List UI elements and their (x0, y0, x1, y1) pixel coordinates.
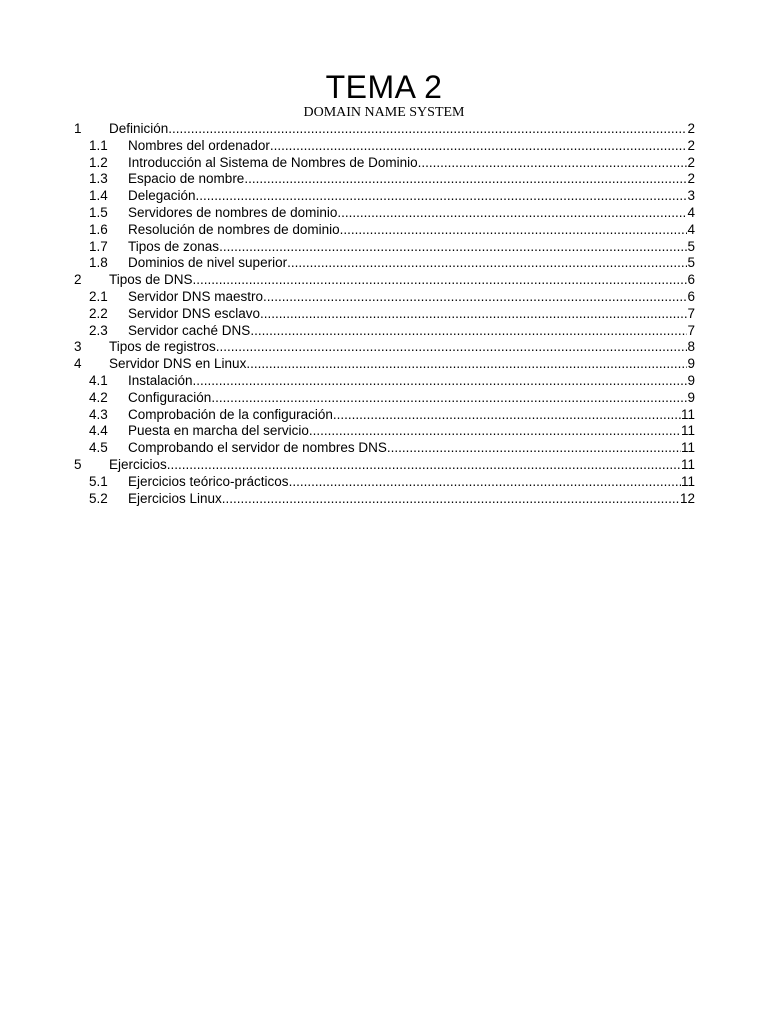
toc-entry-page: 4 (687, 221, 695, 237)
toc-entry-title[interactable]: Comprobando el servidor de nombres DNS (128, 440, 387, 456)
toc-dot-leader (270, 138, 688, 155)
toc-entry-title[interactable]: Resolución de nombres de dominio (128, 221, 340, 237)
toc-entry-title[interactable]: Servidor DNS esclavo (128, 305, 261, 321)
toc-entry-page: 4 (687, 204, 695, 220)
toc-entry[interactable] (74, 205, 695, 222)
toc-entry[interactable] (74, 407, 695, 424)
toc-entry[interactable] (74, 171, 695, 188)
toc-dot-leader (260, 306, 687, 323)
toc-dot-leader (387, 440, 681, 457)
toc-entry[interactable] (74, 306, 695, 323)
toc-entry-number: 5.2 (89, 490, 108, 506)
toc-dot-leader (222, 491, 680, 508)
table-of-contents (74, 121, 695, 507)
toc-entry-title[interactable]: Ejercicios Linux (128, 490, 222, 506)
toc-entry[interactable] (74, 339, 695, 356)
document-subtitle: DOMAIN NAME SYSTEM (303, 105, 465, 120)
toc-entry[interactable] (74, 491, 695, 508)
toc-dot-leader (337, 205, 687, 222)
toc-entry-page: 6 (687, 288, 695, 304)
toc-entry-title[interactable]: Ejercicios teórico-prácticos (128, 473, 289, 489)
toc-entry-page: 2 (687, 154, 695, 170)
toc-dot-leader (340, 222, 688, 239)
toc-dot-leader (193, 373, 688, 390)
toc-entry-number: 5 (74, 456, 82, 472)
toc-dot-leader (167, 457, 681, 474)
toc-entry-title[interactable]: Puesta en marcha del servicio (128, 423, 309, 439)
toc-entry-title[interactable]: Servidores de nombres de dominio (128, 204, 338, 220)
toc-entry[interactable] (74, 138, 695, 155)
toc-entry-page: 2 (687, 171, 695, 187)
toc-entry-number: 1.3 (89, 171, 108, 187)
toc-entry-title[interactable]: Espacio de nombre (128, 171, 245, 187)
toc-entry-number: 1.7 (89, 238, 108, 254)
toc-entry[interactable] (74, 121, 695, 138)
toc-entry[interactable] (74, 323, 695, 340)
toc-entry[interactable] (74, 155, 695, 172)
toc-entry-number: 5.1 (89, 473, 108, 489)
toc-entry-number: 1.1 (89, 137, 108, 153)
toc-entry-title[interactable]: Introducción al Sistema de Nombres de Dominio (128, 154, 418, 170)
toc-entry-number: 4 (74, 356, 82, 372)
toc-dot-leader (219, 239, 687, 256)
toc-entry[interactable] (74, 255, 695, 272)
toc-entry-page: 11 (680, 456, 695, 472)
toc-entry-page: 5 (687, 238, 695, 254)
toc-entry[interactable] (74, 457, 695, 474)
toc-entry-title[interactable]: Tipos de registros (109, 339, 216, 355)
toc-entry-title[interactable]: Configuración (128, 389, 212, 405)
toc-entry-page: 3 (687, 188, 695, 204)
toc-entry-title[interactable]: Tipos de zonas (128, 238, 220, 254)
toc-entry-page: 9 (687, 389, 695, 405)
toc-entry-page: 2 (687, 137, 695, 153)
toc-entry-title[interactable]: Dominios de nivel superior (128, 255, 288, 271)
toc-dot-leader (287, 255, 687, 272)
toc-entry-title[interactable]: Comprobación de la configuración (128, 406, 333, 422)
toc-entry-page: 11 (680, 440, 695, 456)
toc-entry[interactable] (74, 272, 695, 289)
toc-entry-number: 1.6 (89, 221, 108, 237)
toc-dot-leader (168, 121, 687, 138)
toc-entry-page: 2 (687, 121, 695, 136)
toc-entry-number: 4.1 (89, 372, 108, 388)
toc-entry-number: 4.4 (89, 423, 108, 439)
toc-entry-title[interactable]: Definición (109, 121, 169, 136)
toc-entry-page: 9 (687, 356, 695, 372)
toc-entry[interactable] (74, 188, 695, 205)
toc-dot-leader (289, 474, 681, 491)
toc-entry-number: 4.5 (89, 440, 108, 456)
toc-entry[interactable] (74, 440, 695, 457)
toc-entry-title[interactable]: Servidor caché DNS (128, 322, 251, 338)
toc-dot-leader (250, 323, 687, 340)
toc-dot-leader (196, 188, 688, 205)
document-title: TEMA 2 (325, 69, 443, 105)
toc-entry-number: 1.2 (89, 154, 108, 170)
toc-entry[interactable] (74, 289, 695, 306)
toc-dot-leader (309, 423, 681, 440)
toc-entry-title[interactable]: Tipos de DNS (109, 272, 193, 288)
toc-dot-leader (216, 339, 688, 356)
toc-dot-leader (244, 171, 687, 188)
toc-dot-leader (333, 407, 681, 424)
toc-entry[interactable] (74, 222, 695, 239)
toc-dot-leader (263, 289, 687, 306)
toc-entry-page: 12 (679, 490, 695, 506)
toc-entry-title[interactable]: Delegación (128, 188, 196, 204)
toc-entry-number: 2.2 (89, 305, 108, 321)
toc-entry-number: 2.1 (89, 288, 108, 304)
toc-entry[interactable] (74, 423, 695, 440)
toc-entry-number: 2 (74, 272, 82, 288)
toc-entry-number: 1 (74, 121, 82, 136)
toc-entry-page: 8 (687, 339, 695, 355)
toc-entry[interactable] (74, 239, 695, 256)
toc-entry-number: 1.8 (89, 255, 108, 271)
toc-entry-number: 2.3 (89, 322, 108, 338)
toc-entry[interactable] (74, 356, 695, 373)
toc-entry-number: 4.3 (89, 406, 108, 422)
toc-entry-page: 5 (687, 255, 695, 271)
toc-dot-leader (246, 356, 687, 373)
toc-entry-title[interactable]: Servidor DNS en Linux (109, 356, 247, 372)
toc-entry-title[interactable]: Nombres del ordenador (128, 137, 270, 153)
toc-entry-number: 4.2 (89, 389, 108, 405)
toc-entry[interactable] (74, 373, 695, 390)
toc-entry-page: 6 (687, 272, 695, 288)
toc-entry-page: 9 (687, 372, 695, 388)
toc-entry-page: 7 (687, 322, 695, 338)
toc-entry-number: 3 (74, 339, 82, 355)
toc-dot-leader (211, 390, 687, 407)
toc-entry-page: 11 (680, 423, 695, 439)
toc-entry[interactable] (74, 474, 695, 491)
toc-entry-page: 11 (680, 406, 695, 422)
toc-entry[interactable] (74, 390, 695, 407)
toc-entry-page: 7 (687, 305, 695, 321)
toc-entry-number: 1.5 (89, 204, 108, 220)
toc-dot-leader (418, 155, 688, 172)
toc-entry-title[interactable]: Ejercicios (109, 456, 167, 472)
toc-dot-leader (193, 272, 688, 289)
toc-entry-title[interactable]: Instalación (128, 372, 193, 388)
toc-entry-page: 11 (680, 473, 695, 489)
toc-entry-title[interactable]: Servidor DNS maestro (128, 288, 264, 304)
toc-entry-number: 1.4 (89, 188, 108, 204)
